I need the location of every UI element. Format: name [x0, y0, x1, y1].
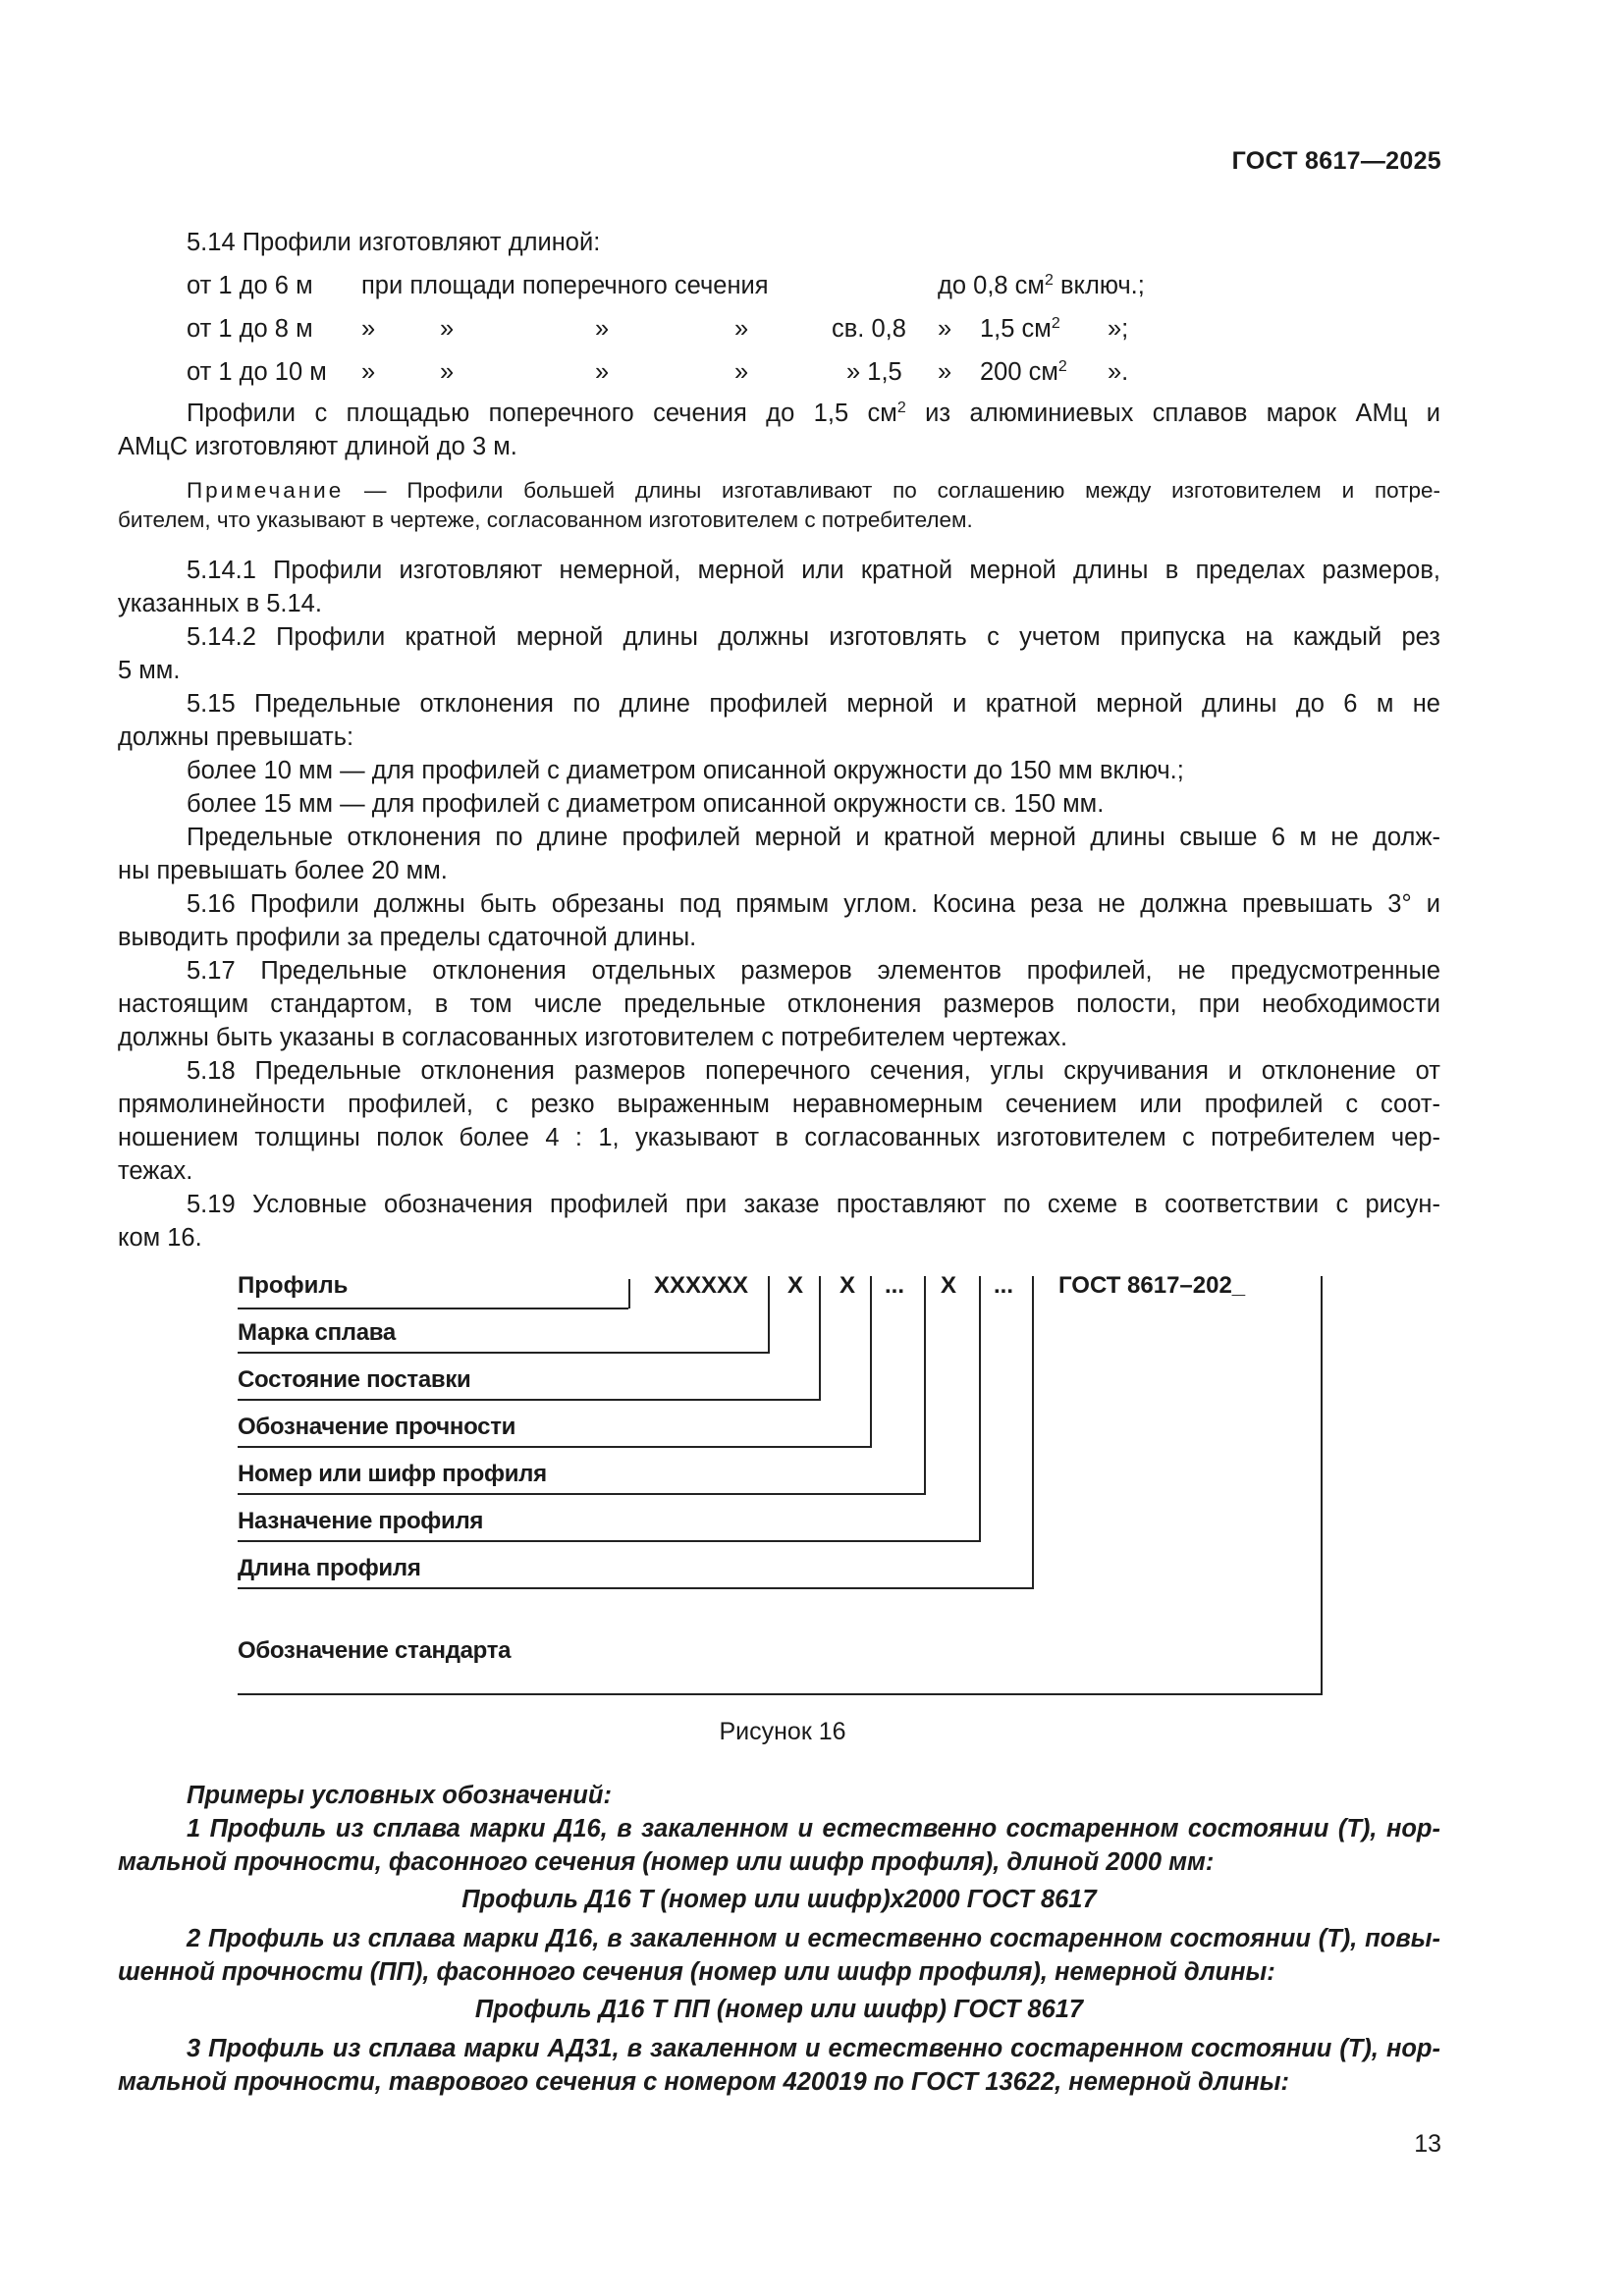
section-5-14-title: 5.14 Профили изготовляют длиной: — [187, 229, 601, 256]
standard-header: ГОСТ 8617—2025 — [1231, 147, 1441, 175]
length-row-2-limit: 1,5 $см^2$ — [980, 315, 1060, 343]
code-ellipsis-2: ... — [994, 1272, 1014, 1299]
ditto-mark: » — [938, 315, 952, 343]
code-alloy: XXXXXX — [654, 1272, 749, 1299]
section-5-14-para-line-2: АМцС изготовляют длиной до 3 м. — [118, 433, 517, 460]
head-underline — [238, 1308, 628, 1309]
label-delivery-state: Состояние поставки — [238, 1366, 471, 1393]
length-row-3-tail: ». — [1108, 358, 1129, 386]
figure-caption: Рисунок 16 — [719, 1718, 846, 1745]
leader-purpose — [979, 1276, 981, 1541]
ditto-mark: » — [734, 315, 749, 343]
p5141-line-1: 5.14.1 Профили изготовляют немерной, мерной или кратной мерной длины в пределах размеров, — [187, 557, 1440, 584]
leader-standard — [1321, 1276, 1323, 1694]
ditto-mark: » — [595, 315, 610, 343]
p519-line-2: ком 16. — [118, 1224, 202, 1252]
label-purpose: Назначение профиля — [238, 1508, 484, 1534]
example-2-line-1: 2 Профиль из сплава марки Д16, в закаленном и естественно состаренном состоянии (Т), повы- — [187, 1925, 1440, 1952]
p5142-line-2: 5 мм. — [118, 657, 181, 684]
example-1-line-2: мальной прочности, фасонного сечения (номер или шифр профиля), длиной 2000 мм: — [118, 1848, 1215, 1876]
p5141-line-2: указанных в 5.14. — [118, 590, 322, 617]
example-1-line-1: 1 Профиль из сплава марки Д16, в закаленном и естественно состаренном состоянии (Т), нор- — [187, 1815, 1440, 1842]
label-line-standard — [238, 1693, 1323, 1695]
length-row-3-range: от 1 до 10 м — [187, 358, 327, 386]
example-3-line-2: мальной прочности, таврового сечения с номером 420019 по ГОСТ 13622, немерной длины: — [118, 2068, 1290, 2096]
label-line-length — [238, 1587, 1034, 1589]
example-2-designation: Профиль Д16 Т ПП (номер или шифр) ГОСТ 8617 — [474, 1996, 1084, 2023]
label-line-alloy — [238, 1352, 770, 1354]
examples-heading: Примеры условных обозначений: — [187, 1782, 612, 1809]
label-line-temper — [238, 1399, 821, 1401]
example-3-line-1: 3 Профиль из сплава марки АД31, в закаленном и естественно состаренном состоянии (Т), нор- — [187, 2035, 1440, 2062]
section-5-14-para-line-1: Профили с площадью поперечного сечения до 1,5 $см^2$ из алюминиевых сплавов марок АМц и — [187, 400, 1440, 427]
code-purpose: X — [941, 1272, 957, 1299]
label-length: Длина профиля — [238, 1555, 421, 1581]
label-strength: Обозначение прочности — [238, 1414, 516, 1440]
leader-length — [1032, 1276, 1034, 1588]
example-1-designation: Профиль Д16 Т (номер или шифр)х2000 ГОСТ 8617 — [461, 1886, 1097, 1913]
p517-line-2: настоящим стандартом, в том числе предельные отклонения размеров полости, при необходимости — [118, 990, 1440, 1018]
ditto-mark: » — [361, 358, 376, 386]
ditto-mark: » — [595, 358, 610, 386]
note-line-1: Примечание — Профили большей длины изготавливают по соглашению между изготовителем и потре- — [187, 478, 1440, 503]
label-profile-number: Номер или шифр профиля — [238, 1461, 547, 1487]
leader-temper — [819, 1276, 821, 1400]
p519-line-1: 5.19 Условные обозначения профилей при заказе проставляют по схеме в соответствии с рисун- — [187, 1191, 1440, 1218]
p515-line-6: ны превышать более 20 мм. — [118, 857, 448, 884]
p515-line-5: Предельные отклонения по длине профилей мерной и кратной мерной длины свыше 6 м не долж- — [187, 824, 1440, 851]
p515-line-3: более 10 мм — для профилей с диаметром описанной окружности до 150 мм включ.; — [187, 757, 1184, 784]
p518-line-2: прямолинейности профилей, с резко выраженным неравномерным сечением или профилей с соот- — [118, 1091, 1440, 1118]
code-standard: ГОСТ 8617–202_ — [1058, 1272, 1246, 1299]
example-2-line-2: шенной прочности (ПП), фасонного сечения (номер или шифр профиля), немерной длины: — [118, 1958, 1275, 1986]
code-strength: X — [839, 1272, 856, 1299]
note-label: Примечание — [187, 478, 345, 503]
p5142-line-1: 5.14.2 Профили кратной мерной длины должны изготовлять с учетом припуска на каждый рез — [187, 623, 1440, 651]
diagram-head-label: Профиль — [238, 1272, 349, 1299]
ditto-mark: » — [361, 315, 376, 343]
p517-line-1: 5.17 Предельные отклонения отдельных размеров элементов профилей, не предусмотренные — [187, 957, 1440, 985]
head-separator — [628, 1279, 630, 1308]
p515-line-2: должны превышать: — [118, 723, 354, 751]
leader-strength — [870, 1276, 872, 1447]
p518-line-4: тежах. — [118, 1157, 193, 1185]
length-row-1-limit: до 0,8 $см^2$ включ.; — [938, 272, 1145, 299]
code-ellipsis-1: ... — [885, 1272, 905, 1299]
length-row-1-condition: при площади поперечного сечения — [361, 272, 769, 299]
length-row-2-from: св. 0,8 — [832, 315, 906, 343]
length-row-2-tail: »; — [1108, 315, 1129, 343]
label-line-strength — [238, 1446, 872, 1448]
p516-line-2: выводить профили за пределы сдаточной длины. — [118, 924, 697, 951]
p517-line-3: должны быть указаны в согласованных изготовителем с потребителем чертежах. — [118, 1024, 1068, 1051]
label-alloy-grade: Марка сплава — [238, 1319, 396, 1346]
p516-line-1: 5.16 Профили должны быть обрезаны под прямым углом. Косина реза не должна превышать 3° и — [187, 890, 1440, 918]
ditto-mark: » — [440, 315, 455, 343]
length-row-3-from: » 1,5 — [846, 358, 902, 386]
ditto-mark: » — [938, 358, 952, 386]
length-row-1-range: от 1 до 6 м — [187, 272, 313, 299]
label-line-purpose — [238, 1540, 981, 1542]
leader-alloy — [768, 1276, 770, 1353]
p515-line-1: 5.15 Предельные отклонения по длине профилей мерной и кратной мерной длины до 6 м не — [187, 690, 1440, 718]
p515-line-4: более 15 мм — для профилей с диаметром описанной окружности св. 150 мм. — [187, 790, 1105, 818]
ditto-mark: » — [734, 358, 749, 386]
label-standard: Обозначение стандарта — [238, 1637, 512, 1664]
ditto-mark: » — [440, 358, 455, 386]
p518-line-1: 5.18 Предельные отклонения размеров поперечного сечения, углы скручивания и отклонение от — [187, 1057, 1440, 1085]
length-row-3-limit: 200 $см^2$ — [980, 358, 1067, 386]
page-number: 13 — [1414, 2130, 1441, 2158]
code-temper: X — [787, 1272, 804, 1299]
p518-line-3: ношением толщины полок более 4 : 1, указывают в согласованных изготовителем с потребителем чер- — [118, 1124, 1440, 1151]
length-row-2-range: от 1 до 8 м — [187, 315, 313, 343]
leader-profile-number — [924, 1276, 926, 1494]
note-line-2: бителем, что указывают в чертеже, согласованном изготовителем с потребителем. — [118, 507, 973, 532]
label-line-profile-number — [238, 1493, 926, 1495]
